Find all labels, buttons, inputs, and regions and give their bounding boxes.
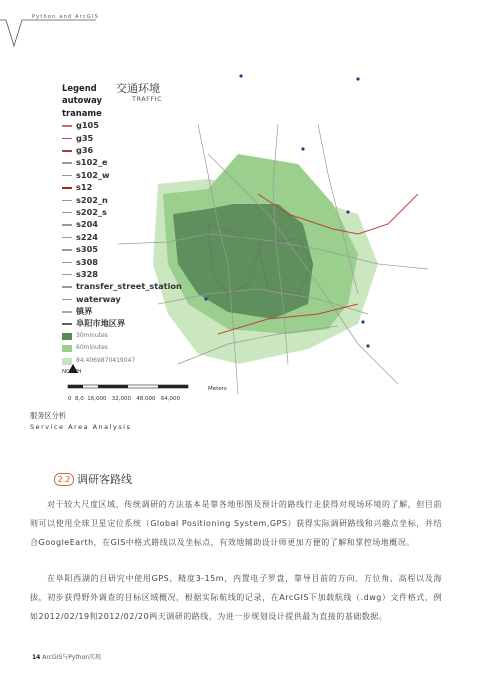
legend-item: waterway: [62, 293, 182, 305]
legend-swatch: [62, 323, 72, 325]
page-footer: 14 ArcGIS与Python实现: [32, 654, 102, 661]
legend-swatch: [62, 299, 72, 301]
legend-item: s102_w: [62, 169, 182, 181]
legend-swatch: [62, 345, 72, 352]
legend-item: g105: [62, 119, 182, 131]
legend-swatch: [62, 237, 72, 239]
legend-item: s12: [62, 181, 182, 193]
legend-item: s224: [62, 231, 182, 243]
legend-item: 阜阳市地区界: [62, 317, 182, 329]
legend-item: s202_s: [62, 206, 182, 218]
legend-swatch: [62, 162, 72, 164]
legend-swatch: [62, 224, 72, 226]
header-decoration: [0, 0, 482, 60]
legend-item: transfer_street_station: [62, 280, 182, 292]
legend-item: s328: [62, 268, 182, 280]
legend-item: s202_n: [62, 194, 182, 206]
scale-ticks: 0 8,0 16,000 32,000 48,000 64,000: [68, 396, 180, 402]
legend-fill-item: 30minutes: [62, 330, 182, 342]
map-subtitle: TRAFFIC: [132, 95, 163, 103]
legend-item: s308: [62, 256, 182, 268]
caption-cn: 服务区分析: [30, 411, 66, 420]
map-title: 交通环境: [116, 82, 160, 95]
paragraph: 对于较大尺度区域，传统调研的方法基本是靠各地形图及预计的路线行走获得对现场环境的了解，但目前则可以使用全球卫星定位系统（Global Positioning System,GPS）获得实际调研路线和兴趣点坐标，并结合GoogleEarth，在GIS中格式路线以及坐标点，有效地辅助设计师更加方便的了解和掌控场地概况。: [30, 500, 442, 547]
header-title: Python and ArcGIS: [32, 14, 99, 20]
legend-swatch: [62, 200, 72, 202]
map-legend: [62, 82, 182, 367]
scale-labels: [62, 369, 81, 375]
section-title: 调研客路线: [77, 473, 132, 486]
legend-swatch: [62, 274, 72, 276]
legend-swatch: [62, 125, 72, 127]
legend-group: traname: [62, 107, 102, 118]
legend-swatch: [62, 187, 72, 189]
paragraph: 在阜阳西湖的目研究中使用GPS，精度3-15m，内置电子罗盘，靠导目前的方向、方位角、高程以及海拔，初步获得野外调查的目标区域概况，根据实际航线的记录，在ArcGIS下加载航线（.dwg）文件格式，例如2012/02/19和2012/02/20两天调研的路线，为进一步规划设计提供最为直接的基础数据。: [30, 574, 442, 621]
legend-swatch: [62, 286, 72, 288]
legend-item: s305: [62, 243, 182, 255]
legend-fill-item: 84.4069870419047: [62, 355, 182, 367]
legend-swatch: [62, 358, 72, 365]
legend-swatch: [62, 311, 72, 313]
legend-item: 镇界: [62, 305, 182, 317]
legend-swatch: [62, 212, 72, 214]
legend-swatch: [62, 333, 72, 340]
section-number: 2.2: [54, 473, 74, 486]
legend-item: s102_e: [62, 156, 182, 168]
scale-unit: Meters: [208, 386, 227, 392]
legend-swatch: [62, 249, 72, 251]
caption-en: Service Area Analysis: [30, 423, 132, 431]
legend-item: g35: [62, 132, 182, 144]
legend-fill-item: 60minutes: [62, 342, 182, 354]
legend-title: Legend: [62, 83, 97, 93]
legend-swatch: [62, 262, 72, 264]
north-label: NORTH: [62, 369, 82, 375]
legend-swatch: [62, 138, 72, 140]
legend-swatch: [62, 150, 72, 152]
legend-group: autoway: [62, 95, 102, 106]
legend-item: g36: [62, 144, 182, 156]
legend-swatch: [62, 175, 72, 177]
legend-item: s204: [62, 218, 182, 230]
